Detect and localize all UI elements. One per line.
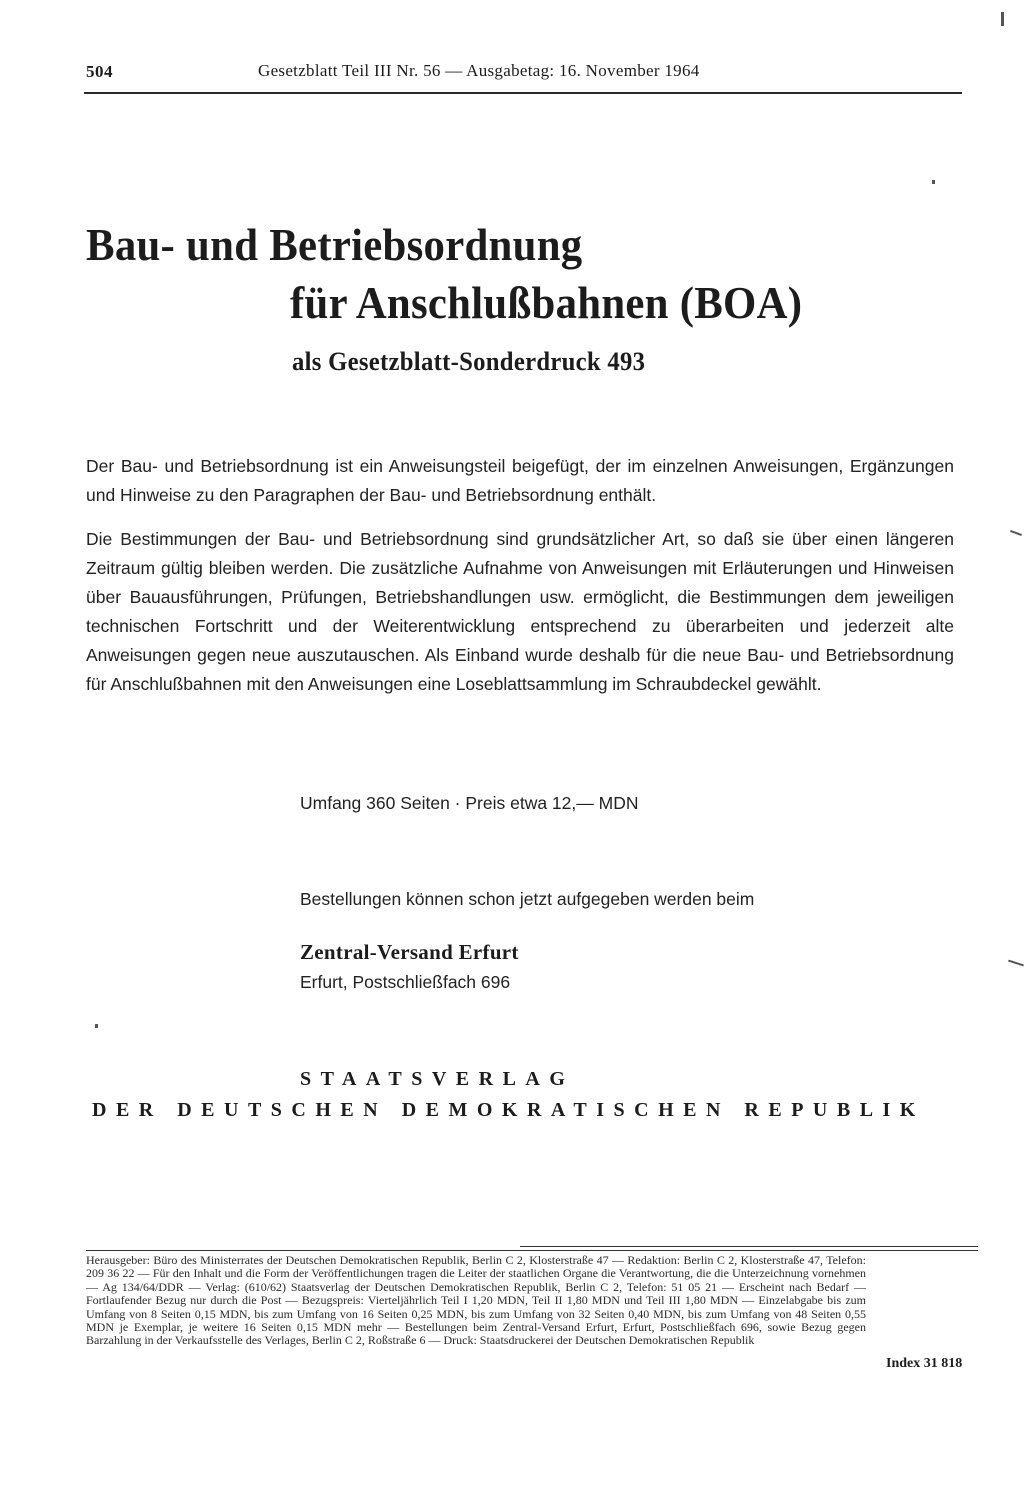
imprint-text: Herausgeber: Büro des Ministerrates der Deutschen Demokratischen Republik, Berlin C 2, Klosterstraße 47 — Redaktion: Berlin C 2, Klosterstraße 47, Telefon: 209 36 22 — Für den Inhalt und die Form der Veröffentlichungen tragen die Leiter der staatlichen Organe die Verantwortung, die die Unterzeichnung vornehmen — Ag 134/64/DDR — Verlag: (610/62) Staatsverlag der Deutschen Demokratischen Republik, Berlin C 2, Telefon: 51 05 21 — Erscheint nach Bedarf — Fortlaufender Bezug nur durch die Post — Bezugspreis: Vierteljährlich Teil I 1,20 MDN, Teil II 1,80 MDN und Teil III 1,80 MDN — Einzelabgabe bis zum Umfang von 8 Seiten 0,15 MDN, bis zum Umfang von 16 Seiten 0,25 MDN, bis zum Umfang von 32 Seiten 0,40 MDN, bis zum Umfang von 48 Seiten 0,55 MDN je Exemplar, je weitere 16 Seiten 0,15 MDN mehr — Bestellungen beim Zentral-Versand Erfurt, Erfurt, Postschließfach 696, sowie Bezug gegen Barzahlung in der Verkaufsstelle des Verlages, Berlin C 2, Roßstraße 6 — Druck: Staatsdruckerei der Deutschen Demokratischen Republik <box>86 1253 866 1348</box>
index-number: Index 31 818 <box>886 1356 963 1371</box>
header-rule <box>84 92 962 94</box>
distributor-name: Zentral-Versand Erfurt <box>300 940 519 964</box>
running-header: Gesetzblatt Teil III Nr. 56 — Ausgabetag: 16. November 1964 <box>258 61 700 80</box>
scope-and-price: Umfang 360 Seiten · Preis etwa 12,— MDN <box>300 793 639 813</box>
distributor-address: Erfurt, Postschließfach 696 <box>300 972 511 992</box>
subtitle: als Gesetzblatt-Sonderdruck 493 <box>292 347 646 376</box>
publisher-name: STAATSVERLAG <box>300 1068 575 1090</box>
scan-mark <box>1010 530 1022 536</box>
page-number: 504 <box>86 62 113 81</box>
scan-mark <box>1001 12 1004 26</box>
title-line-1: Bau- und Betriebsordnung <box>86 219 583 270</box>
order-note: Bestellungen können schon jetzt aufgegeben werden beim <box>300 889 755 909</box>
footer-rule-short <box>520 1246 978 1247</box>
publisher-country: DER DEUTSCHEN DEMOKRATISCHEN REPUBLIK <box>92 1099 925 1121</box>
scan-mark <box>95 1024 98 1028</box>
footer-rule <box>86 1250 978 1251</box>
title-line-2: für Anschlußbahnen (BOA) <box>290 277 803 328</box>
scan-mark <box>1008 960 1024 967</box>
scan-mark <box>932 180 935 184</box>
body-paragraph-2: Die Bestimmungen der Bau- und Betriebsordnung sind grundsätzlicher Art, so daß sie über einen längeren Zeitraum gültig bleiben werden. Die zusätzliche Aufnahme von Anweisungen mit Erläuterungen und Hinweisen über Bauausführungen, Prüfungen, Betriebshandlungen usw. ermöglicht, die Bestimmungen dem jeweiligen technischen Fortschritt und der Weiterentwicklung entsprechend zu überarbeiten und jederzeit alte Anweisungen gegen neue auszutauschen. Als Einband wurde deshalb für die neue Bau- und Betriebsordnung für Anschlußbahnen mit den Anweisungen eine Loseblattsammlung im Schraubdeckel gewählt. <box>86 529 954 694</box>
body-paragraph-1: Der Bau- und Betriebsordnung ist ein Anweisungsteil beigefügt, der im einzelnen Anweisungen, Ergänzungen und Hinweise zu den Paragraphen der Bau- und Betriebsordnung enthält. <box>86 456 954 505</box>
